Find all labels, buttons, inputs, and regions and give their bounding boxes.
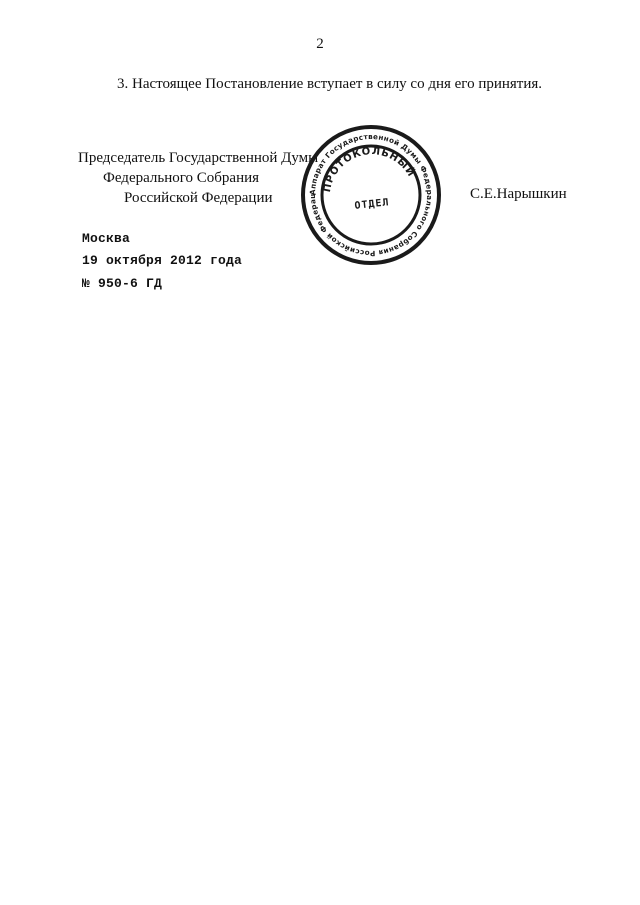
stamp-outer-text: Аппарат Государственной Думы Федерального Собрания Российской Федерац xyxy=(307,131,435,259)
document-date: 19 октября 2012 года xyxy=(82,253,243,268)
signature-title-line-2: Федерального Собрания xyxy=(103,170,260,186)
stamp-inner-top-text: ПРОТОКОЛЬНЫЙ xyxy=(321,146,417,194)
official-stamp xyxy=(300,124,442,266)
signature-title-line-3: Российской Федерации xyxy=(124,190,273,206)
signature-title-line-1: Председатель Государственной Думы xyxy=(78,150,319,166)
page-number: 2 xyxy=(316,36,324,52)
signature-block xyxy=(78,148,318,208)
clause-text: 3. Настоящее Постановление вступает в силу со дня его принятия. xyxy=(117,76,543,92)
document-city: Москва xyxy=(82,231,131,246)
signer-name: С.Е.Нарышкин xyxy=(470,186,567,202)
stamp-seal-icon xyxy=(300,124,442,266)
document-number: № 950-6 ГД xyxy=(82,276,163,291)
stamp-center-text: ОТДЕЛ xyxy=(354,197,391,212)
